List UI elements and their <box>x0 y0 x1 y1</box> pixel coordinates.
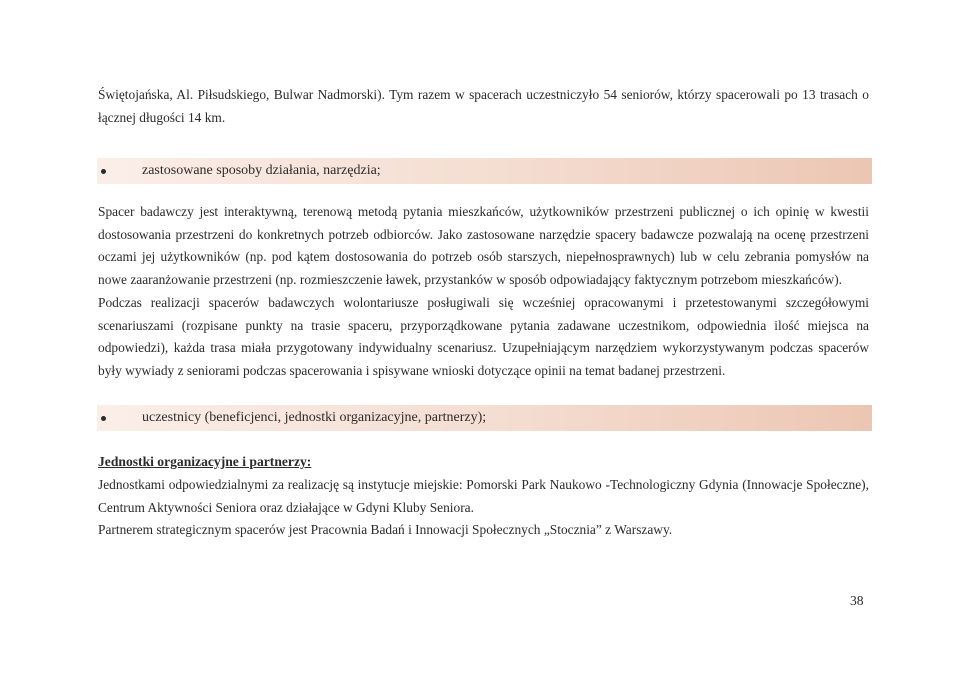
section-heading-methods-text: zastosowane sposoby działania, narzędzia; <box>142 163 381 178</box>
methods-paragraph-2: Podczas realizacji spacerów badawczych wolontariusze posługiwali się wcześniej opracowanymi i przetestowanymi szczegółowymi scenariuszami (rozpisane punkty na trasie spaceru, przyporządkowane pytania zadawane uczestnikom, odpowiednia ilość miejsca na odpowiedzi), każda trasa miała przygotowany indywidualny scenariusz. Uzupełniającym narzędziem wykorzystywanym podczas spacerów były wywiady z seniorami podczas spacerowania i spisywane wnioski dotyczące opinii na temat badanej przestrzeni. <box>98 295 869 378</box>
section-heading-participants <box>97 405 872 431</box>
page-number: 38 <box>850 593 864 608</box>
section-heading-methods <box>97 158 872 184</box>
units-paragraph-2: Partnerem strategicznym spacerów jest Pracownia Badań i Innowacji Społecznych „Stocznia” z Warszawy. <box>98 522 673 537</box>
units-paragraph-1: Jednostkami odpowiedzialnymi za realizację są instytucje miejskie: Pomorski Park Naukowo -Technologiczny Gdynia (Innowacje Społeczne), Centrum Aktywności Seniora oraz działające w Gdyni Kluby Seniora. <box>98 477 869 515</box>
section-title-units: Jednostki organizacyjne i partnerzy: <box>98 454 312 469</box>
top-paragraph: Świętojańska, Al. Piłsudskiego, Bulwar Nadmorski). Tym razem w spacerach uczestniczyło 54 seniorów, którzy spacerowali po 13 trasach o łącznej długości 14 km. <box>98 87 869 125</box>
bullet-icon <box>101 416 106 421</box>
bullet-icon <box>101 169 106 174</box>
methods-paragraph-1: Spacer badawczy jest interaktywną, terenową metodą pytania mieszkańców, użytkowników przestrzeni publicznej o ich opinię w kwestii dostosowania przestrzeni do konkretnych potrzeb odbiorców. Jako zastosowane narzędzie spacery badawcze pozwalają na ocenę przestrzeni oczami jej użytkowników (np. pod kątem dostosowania do potrzeb osób starszych, niepełnosprawnych) lub w celu zebrania pomysłów na nowe zaaranżowanie przestrzeni (np. rozmieszczenie ławek, przystanków w sposób odpowiadający faktycznym potrzebom mieszkańców). <box>98 204 869 287</box>
section-heading-participants-text: uczestnicy (beneficjenci, jednostki organizacyjne, partnerzy); <box>142 410 487 425</box>
